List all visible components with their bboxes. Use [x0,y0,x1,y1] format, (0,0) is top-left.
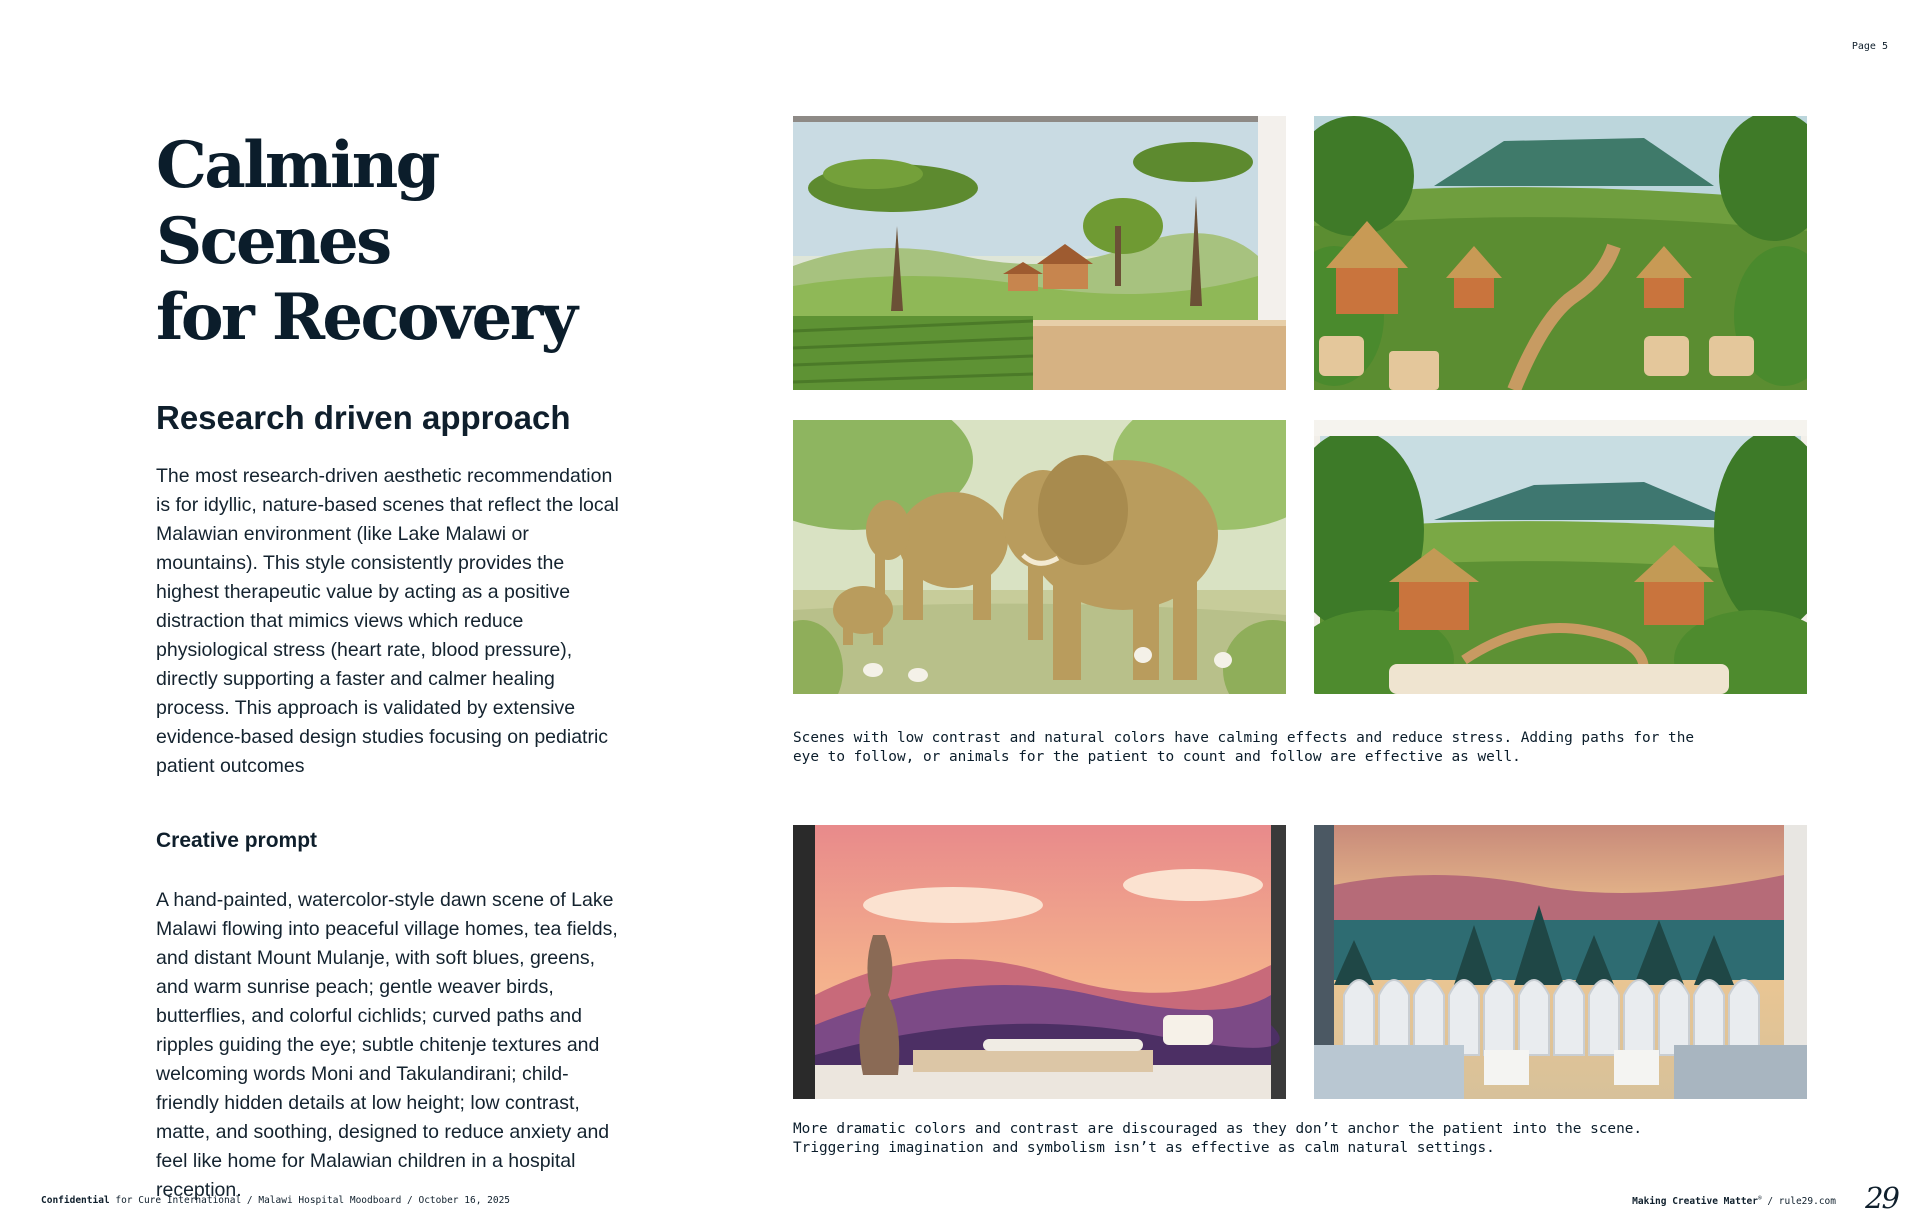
footer-confidential-note [41,1195,510,1206]
text-column [156,128,636,1205]
footer-website-link[interactable]: / rule29.com [1761,1196,1836,1208]
title-line-1: Calming Scenes [156,128,438,279]
section-subtitle: Research driven approach [156,399,571,436]
mural-village-mountain-image [1314,116,1807,390]
footer-confidential-label: Confidential [41,1195,110,1206]
research-paragraph: The most research-driven aesthetic recommendation is for idyllic, nature-based scenes that reflect the local Malawian environment (like Lake Malawi or mountains). This style consistently provides the highest therapeutic value by acting as a positive distraction that mimics views which reduce physiological stress (heart rate, blood pressure), directly supporting a faster and calmer healing process. This approach is validated by extensive evidence-based design studies focusing on pediatric patient outcomes [156,465,619,777]
calm-caption-line-2: eye to follow, or animals for the patient to count and follow are effective as well. [793,749,1521,765]
page-title [156,128,636,356]
page-number: Page 5 [1851,41,1888,52]
dramatic-caption-line-1: More dramatic colors and contrast are discouraged as they don’t anchor the patient into the scene. [793,1121,1643,1137]
footer-registered-mark: ® [1758,1195,1762,1202]
footer-project-info: for Cure International / Malawi Hospital Moodboard / October 16, 2025 [109,1195,511,1206]
footer-tagline: Making Creative Matter [1632,1196,1759,1208]
footer-agency-note [1632,1195,1836,1207]
rule29-logo: 29 [1865,1181,1898,1215]
creative-prompt-heading: Creative prompt [156,829,318,852]
mural-lake-forest-bedroom-image [1314,825,1807,1099]
mural-sunset-mountains-image [793,825,1286,1099]
dramatic-scenes-caption [793,1120,1833,1158]
calm-caption-line-1: Scenes with low contrast and natural colors have calming effects and reduce stress. Adding paths for the [793,730,1695,746]
dramatic-caption-line-2: Triggering imagination and symbolism isn’t as effective as calm natural settings. [793,1140,1495,1156]
creative-prompt-paragraph: A hand-painted, watercolor-style dawn scene of Lake Malawi flowing into peaceful village homes, tea fields, and distant Mount Mulanje, with soft blues, greens, and warm sunrise peach; gentle weaver birds, butterflies, and colorful cichlids; curved paths and ripples guiding the eye; subtle chitenje textures and welcoming words Moni and Takulandirani; child-friendly hidden details at low height; low contrast, matte, and soothing, designed to reduce anxiety and feel like home for Malawian children in a hospital reception. [156,889,618,1201]
mural-acacia-savanna-image [793,116,1286,390]
mural-valley-huts-image [1314,420,1807,694]
title-line-2: for Recovery [156,280,576,355]
calm-scenes-caption [793,729,1833,767]
mural-elephants-image [793,420,1286,694]
